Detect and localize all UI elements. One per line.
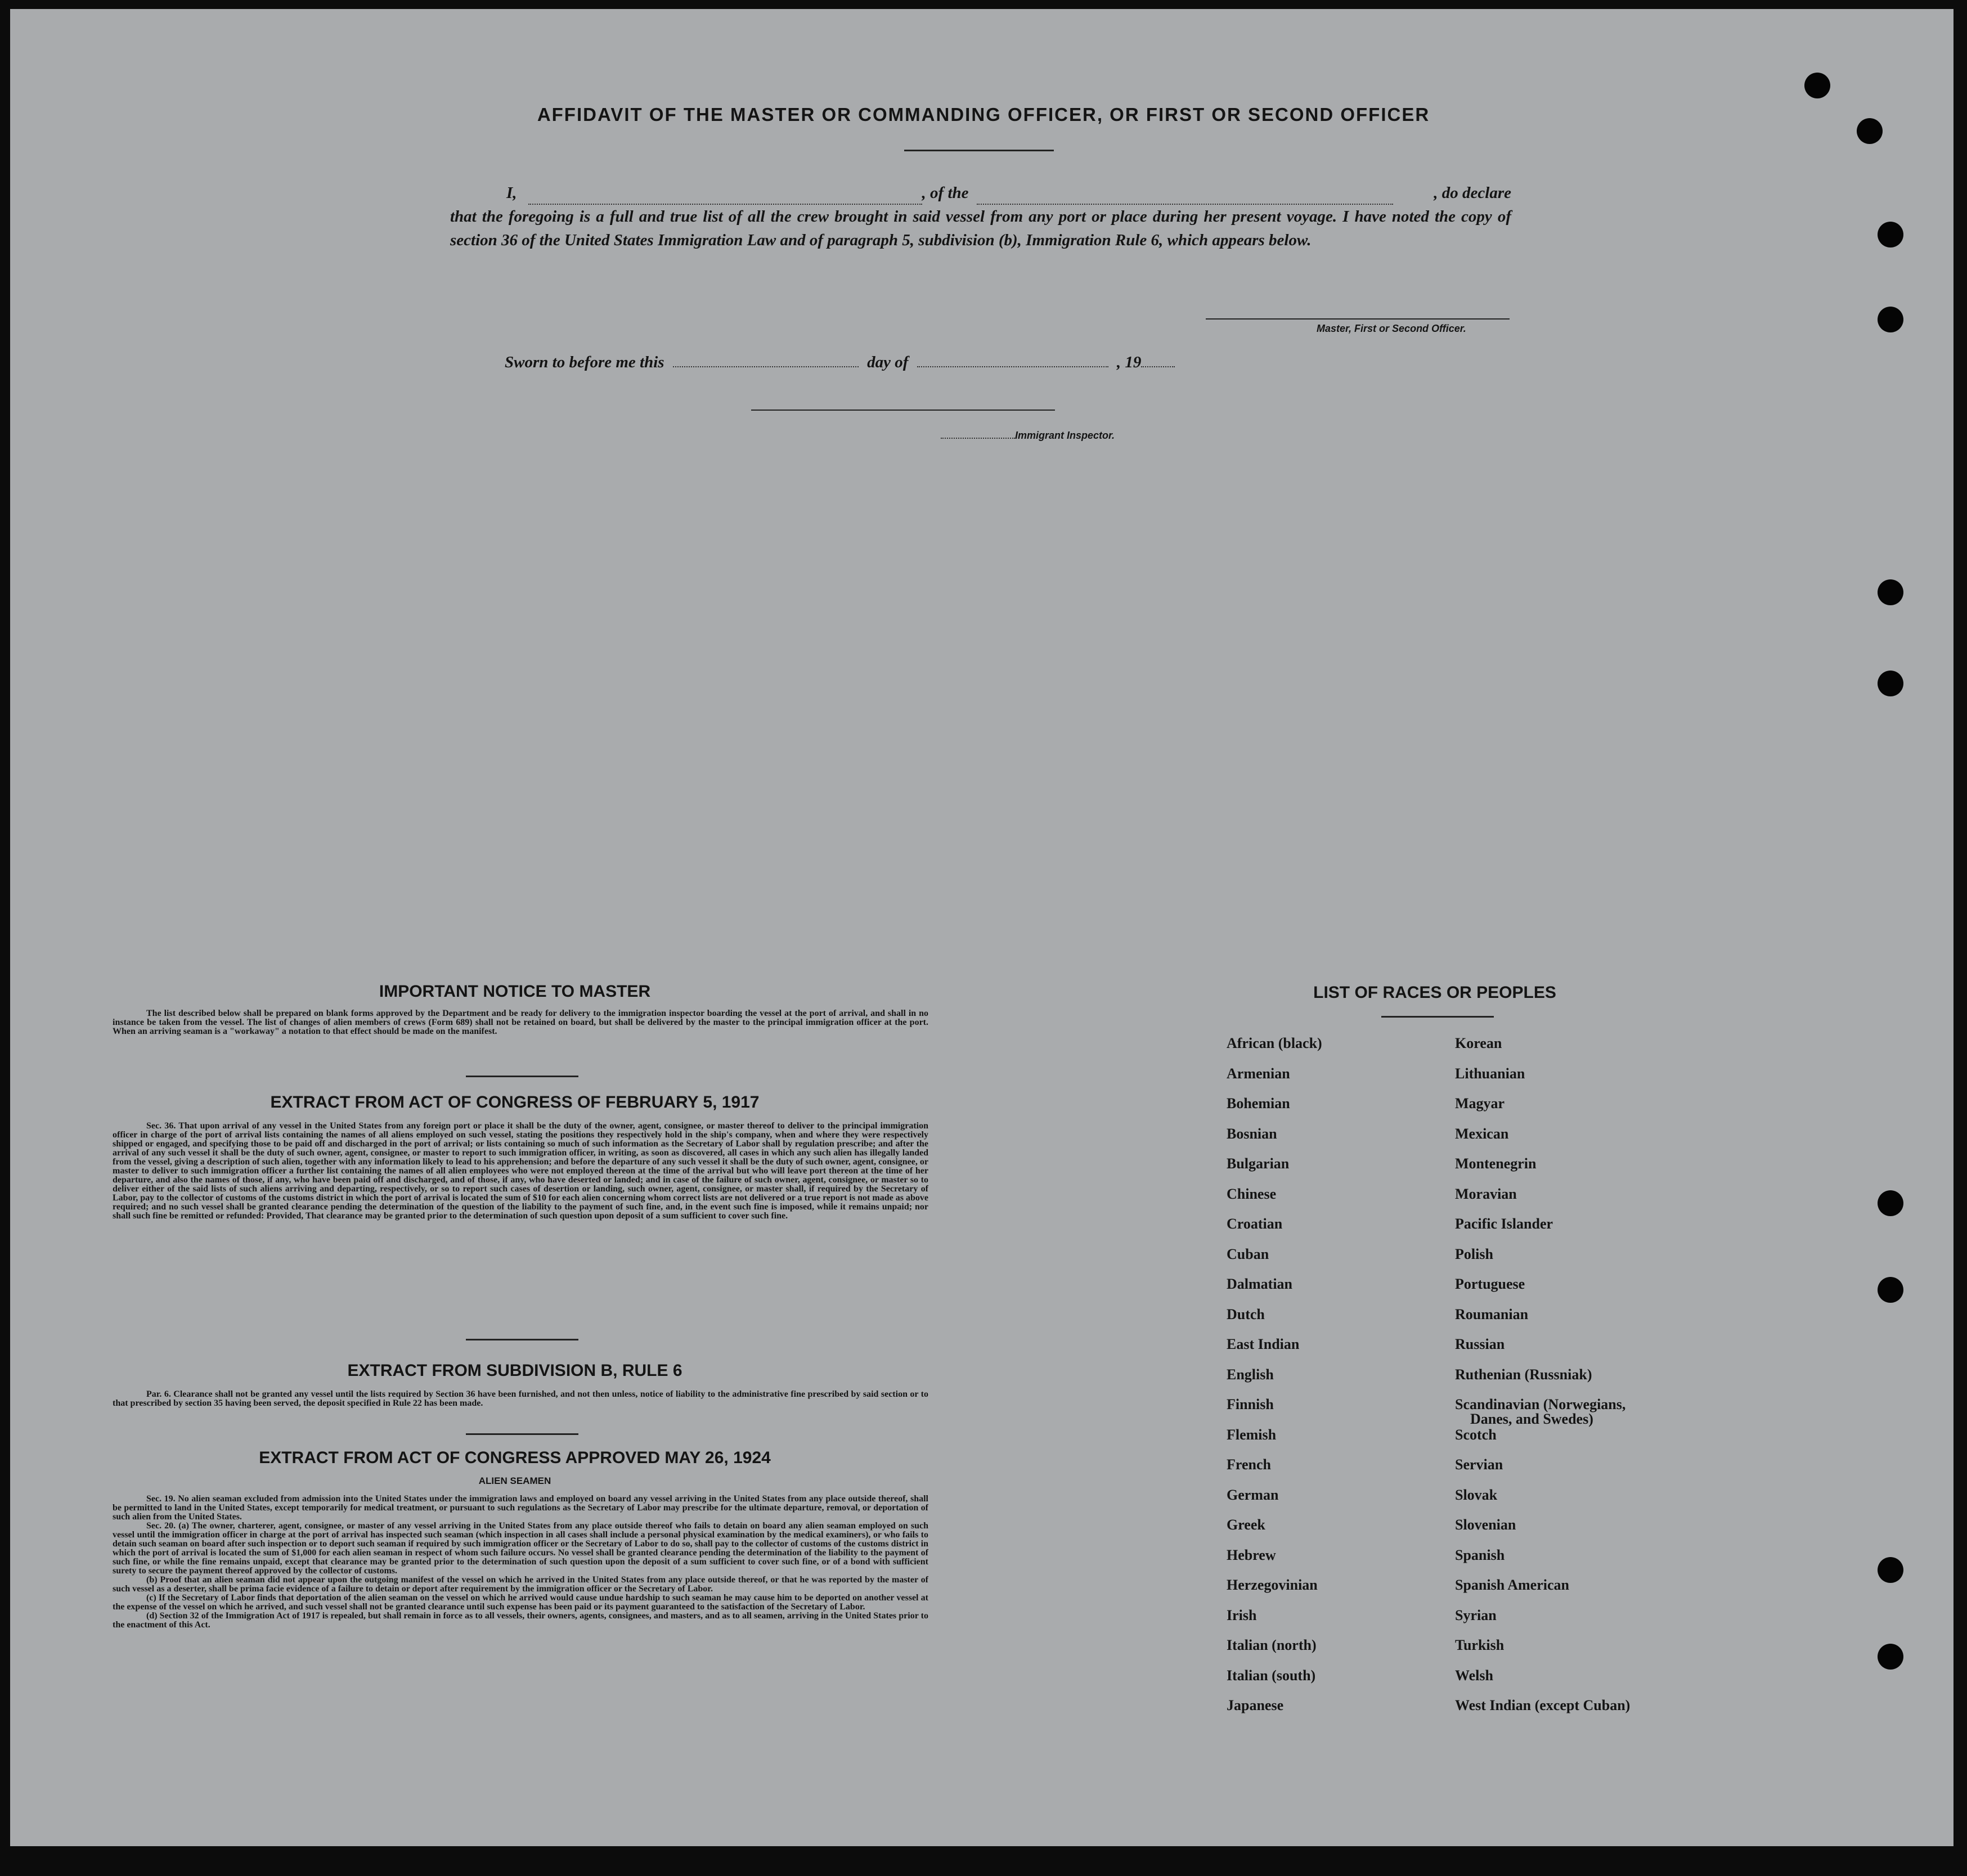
race-item: Scandinavian (Norwegians, bbox=[1455, 1396, 1626, 1412]
binder-hole bbox=[1878, 671, 1903, 696]
race-item: Herzegovinian bbox=[1227, 1577, 1318, 1593]
extract-1924-text bbox=[113, 1495, 928, 1630]
notice-paragraph: The list described below shall be prepared on blank forms approved by the Department and be ready for delivery to the immigration inspector boarding the vessel at the port of arrival, and shall in no instance be taken from the vessel. The list of changes of alien members of crews (Form 689) shall not be retained on board, but shall be delivered by the master to the principal immigration officer at the port. When an arriving seaman is a "workaway" a notation to that effect should be made on the manifest. bbox=[113, 1009, 928, 1036]
inspector-line[interactable] bbox=[751, 410, 1055, 411]
race-item: Greek bbox=[1227, 1517, 1265, 1533]
affidavit-body: that the foregoing is a full and true list of all the crew brought in said vessel from any port or place during her present voyage. I have noted the copy of section 36 of the United States Immigration Law and of paragraph 5, subdivision (b), Immigration Rule 6, which appears below. bbox=[450, 208, 1511, 249]
extract-1924-title: EXTRACT FROM ACT OF CONGRESS APPROVED MAY 26, 1924 bbox=[259, 1448, 771, 1467]
race-item: Mexican bbox=[1455, 1126, 1509, 1142]
extract-rule6-text bbox=[113, 1390, 928, 1408]
race-item: Polish bbox=[1455, 1246, 1493, 1262]
race-item: Welsh bbox=[1455, 1667, 1493, 1684]
race-item: Italian (south) bbox=[1227, 1667, 1316, 1684]
binder-hole bbox=[1878, 1557, 1903, 1583]
of-the-label: , of the bbox=[922, 184, 969, 202]
race-item: Italian (north) bbox=[1227, 1637, 1317, 1653]
notice-title: IMPORTANT NOTICE TO MASTER bbox=[379, 982, 651, 1001]
race-item: Servian bbox=[1455, 1456, 1503, 1473]
race-item: Ruthenian (Russniak) bbox=[1455, 1366, 1592, 1383]
race-item: Russian bbox=[1455, 1336, 1505, 1352]
signature-line[interactable] bbox=[1206, 318, 1510, 320]
extract-rule6-paragraph: Par. 6. Clearance shall not be granted any vessel until the lists required by Section 36 have been furnished, and not then unless, notice of liability to the administrative fine prescribed by said section or to that prescribed by section 35 having been served, the deposit specified in Rule 22 has been made. bbox=[113, 1389, 928, 1408]
notice-rule bbox=[466, 1076, 578, 1077]
race-item: Lithuanian bbox=[1455, 1065, 1525, 1082]
race-item: Bosnian bbox=[1227, 1126, 1277, 1142]
sworn-prefix: Sworn to before me this bbox=[505, 353, 664, 371]
name-blank[interactable] bbox=[528, 191, 922, 205]
do-declare-label: , do declare bbox=[1434, 184, 1511, 202]
extract-1924-paragraph: (c) If the Secretary of Labor finds that deportation of the alien seaman on the vessel on which he arrived would cause undue hardship to such seaman he may cause him to be deported on another vessel at the expense of the vessel on which he arrived, and such vessel shall not be granted clearance until such expense has been paid or its payment guaranteed to the satisfaction of the Secretary of Labor. bbox=[113, 1593, 928, 1612]
races-rule bbox=[1381, 1016, 1494, 1018]
race-item: African (black) bbox=[1227, 1035, 1322, 1051]
extract-1917-rule bbox=[466, 1339, 578, 1340]
race-item: West Indian (except Cuban) bbox=[1455, 1697, 1631, 1713]
race-item: Cuban bbox=[1227, 1246, 1269, 1262]
extract-1924-subtitle: ALIEN SEAMEN bbox=[478, 1475, 551, 1486]
race-item: Croatian bbox=[1227, 1216, 1283, 1232]
race-item: Montenegrin bbox=[1455, 1155, 1537, 1172]
year-prefix: , 19 bbox=[1116, 353, 1142, 371]
race-item: East Indian bbox=[1227, 1336, 1300, 1352]
day-of-label: day of bbox=[867, 353, 909, 371]
race-item: Dalmatian bbox=[1227, 1276, 1292, 1292]
extract-1924-paragraph: (b) Proof that an alien seaman did not appear upon the outgoing manifest of the vessel on which he arrived in the United States from any place outside thereof, or that he was reported by the master of such vessel as a deserter, shall be prima facie evidence of a failure to detain or deport after requirement by the immigration officer or the Secretary of Labor. bbox=[113, 1575, 928, 1594]
race-item: Flemish bbox=[1227, 1427, 1277, 1443]
binder-hole bbox=[1804, 73, 1830, 98]
binder-hole bbox=[1878, 1644, 1903, 1670]
race-item: Slovak bbox=[1455, 1487, 1498, 1503]
binder-hole bbox=[1878, 1277, 1903, 1303]
vessel-blank[interactable] bbox=[977, 191, 1393, 205]
inspector-blank[interactable] bbox=[941, 430, 1015, 439]
race-item: Korean bbox=[1455, 1035, 1502, 1051]
extract-1924-paragraph: Sec. 20. (a) The owner, charterer, agent, consignee, or master of any vessel arriving in the United States from any place outside thereof who fails to detain on board any alien seaman employed on such vessel until the immigration officer in charge at the port of arrival has inspected such seaman (which inspection in all cases shall include a personal physical examination by the medical examiners), or who fails to detain such seaman on board after such inspection or to deport such seaman if required by such immigration officer or the Secretary of Labor to do so, shall pay to the collector of customs of the customs district in which the port of arrival is located the sum of $1,000 for each alien seaman in respect of whom such failure occurs. No vessel shall be granted clearance pending the determination of the liability to the payment of such fine, or while the fine remains unpaid, except that clearance may be granted prior to the determination of such question upon the deposit of a sum sufficient to cover such fine, or of a bond with sufficient surety to secure the payment thereof approved by the collector of customs. bbox=[113, 1521, 928, 1576]
race-item: Slovenian bbox=[1455, 1517, 1516, 1533]
extract-1924-paragraph: Sec. 19. No alien seaman excluded from admission into the United States under the immigration laws and employed on board any vessel arriving in the United States from any place outside thereof, shall be permitted to land in the United States, except temporarily for medical treatment, or pursuant to such regulations as the Secretary of Labor may prescribe for the ultimate departure, removal, or deportation of such alien from the United States. bbox=[113, 1494, 928, 1522]
race-item: Turkish bbox=[1455, 1637, 1505, 1653]
affidavit-title: AFFIDAVIT OF THE MASTER OR COMMANDING OFFICER, OR FIRST OR SECOND OFFICER bbox=[537, 104, 1430, 125]
race-item: Dutch bbox=[1227, 1306, 1265, 1322]
race-item: Roumanian bbox=[1455, 1306, 1529, 1322]
signature-caption: Master, First or Second Officer. bbox=[1317, 323, 1466, 334]
race-item: Hebrew bbox=[1227, 1547, 1276, 1563]
race-item: Finnish bbox=[1227, 1396, 1274, 1412]
extract-1917-paragraph: Sec. 36. That upon arrival of any vessel in the United States from any foreign port or place it shall be the duty of the owner, agent, consignee, or master thereof to deliver to the principal immigration officer in charge of the port of arrival lists containing the names of all aliens employed on such vessel, stating the positions they respectively hold in the ship's company, when and where they were respectively shipped or engaged, and specifying those to be paid off and discharged in the port of arrival; or lists containing so much of such information as the Secretary of Labor shall by regulation prescribe; and after the arrival of any such vessel it shall be the duty of such owner, agent, consignee, or master to report to such immigration officer, in writing, as soon as discovered, all cases in which any such alien has illegally landed from the vessel, giving a description of such alien, together with any information likely to lead to his apprehension; and before the departure of any such vessel it shall be the duty of such owner, agent, consignee, or master to deliver to such immigration officer a further list containing the names of all alien employees who were not employed thereon at the time of the arrival but who will leave port thereon at the time of her departure, and also the names of those, if any, who have been paid off and discharged, and of those, if any, who have deserted or landed; and in case of the failure of such owner, agent, consignee, or master so to deliver either of the said lists of such aliens arriving and departing, respectively, or so to report such cases of desertion or landing, such owner, agent, consignee, or master shall, if required by the Secretary of Labor, pay to the collector of customs of the customs district in which the port of arrival is located the sum of $10 for each alien concerning whom correct lists are not delivered or a true report is not made as above required; and no such vessel shall be granted clearance pending the determination of the question of the liability to the payment of such fine, and, in the event such fine is imposed, while it remains unpaid; nor shall such fine be remitted or refunded: Provided, That clearance may be granted prior to the determination of such question upon deposit of a sum sufficient to cover such fine. bbox=[113, 1121, 928, 1221]
race-item: Bulgarian bbox=[1227, 1155, 1290, 1172]
year-blank[interactable] bbox=[1141, 354, 1175, 367]
binder-hole bbox=[1878, 307, 1903, 332]
race-item: Syrian bbox=[1455, 1607, 1497, 1623]
races-title: LIST OF RACES OR PEOPLES bbox=[1313, 983, 1556, 1002]
extract-1924-paragraph: (d) Section 32 of the Immigration Act of 1917 is repealed, but shall remain in force as to all vessels, their owners, agents, consignees, and masters, and as to all seamen, arriving in the United States prior to the enactment of this Act. bbox=[113, 1611, 928, 1630]
race-item: Pacific Islander bbox=[1455, 1216, 1553, 1232]
race-item: Bohemian bbox=[1227, 1095, 1290, 1112]
race-item: Danes, and Swedes) bbox=[1470, 1411, 1593, 1427]
binder-hole bbox=[1878, 579, 1903, 605]
inspector-caption: Immigrant Inspector. bbox=[1015, 430, 1115, 441]
sworn-line bbox=[505, 353, 1175, 372]
race-item: English bbox=[1227, 1366, 1274, 1383]
affidavit-declaration bbox=[450, 181, 1511, 252]
race-item: Magyar bbox=[1455, 1095, 1505, 1112]
month-blank[interactable] bbox=[917, 354, 1108, 367]
binder-hole bbox=[1878, 222, 1903, 248]
inspector-caption-row bbox=[941, 430, 1115, 442]
race-item: Portuguese bbox=[1455, 1276, 1525, 1292]
extract-1917-title: EXTRACT FROM ACT OF CONGRESS OF FEBRUARY 5, 1917 bbox=[270, 1093, 760, 1112]
i-label: I, bbox=[506, 184, 517, 202]
title-rule bbox=[904, 150, 1054, 151]
race-item: Moravian bbox=[1455, 1186, 1517, 1202]
race-item: Armenian bbox=[1227, 1065, 1290, 1082]
notice-text bbox=[113, 1009, 928, 1036]
race-item: Chinese bbox=[1227, 1186, 1277, 1202]
race-item: Scotch bbox=[1455, 1427, 1497, 1443]
race-item: French bbox=[1227, 1456, 1271, 1473]
day-blank[interactable] bbox=[673, 354, 859, 367]
extract-1917-text bbox=[113, 1122, 928, 1221]
race-item: Irish bbox=[1227, 1607, 1257, 1623]
race-item: Japanese bbox=[1227, 1697, 1284, 1713]
extract-rule6-rule bbox=[466, 1433, 578, 1435]
extract-rule6-title: EXTRACT FROM SUBDIVISION B, RULE 6 bbox=[347, 1361, 682, 1380]
race-item: German bbox=[1227, 1487, 1279, 1503]
race-item: Spanish American bbox=[1455, 1577, 1569, 1593]
race-item: Spanish bbox=[1455, 1547, 1505, 1563]
binder-hole bbox=[1878, 1190, 1903, 1216]
